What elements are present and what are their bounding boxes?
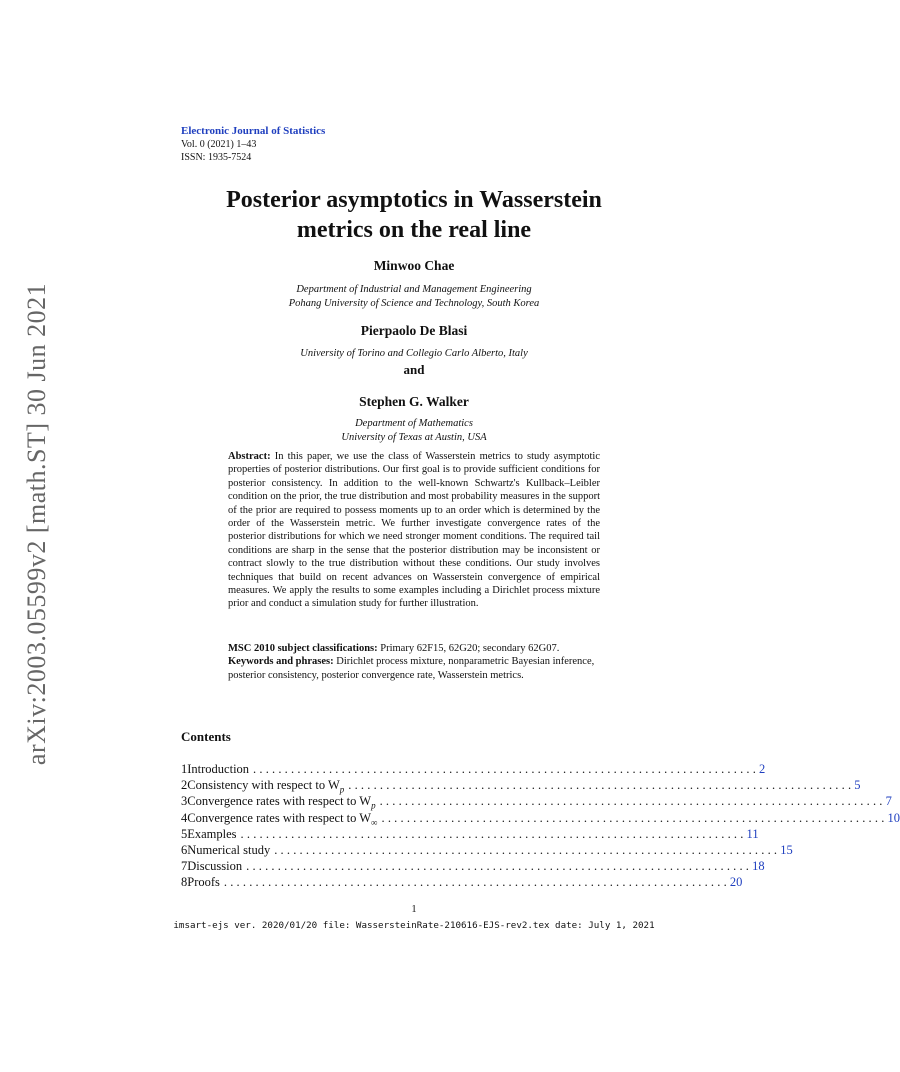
author-name: Stephen G. Walker <box>359 394 469 409</box>
author-affiliation <box>181 417 647 445</box>
msc-line <box>228 642 612 655</box>
toc-entry-title[interactable]: Introduction <box>187 762 250 776</box>
toc-entry-number: 2 <box>181 778 188 793</box>
toc-entry-number: 3 <box>181 794 188 809</box>
toc-entry[interactable] <box>181 826 759 843</box>
toc-entry-title[interactable]: Examples <box>187 826 237 841</box>
msc-label: MSC 2010 subject classifications: <box>228 643 378 654</box>
journal-issn: ISSN: 1935-7524 <box>181 152 252 163</box>
toc-entry[interactable] <box>181 794 892 811</box>
table-of-contents <box>181 762 900 892</box>
toc-entry-title[interactable]: Convergence rates with respect to $W_\infty$ <box>187 810 378 828</box>
author-name: Pierpaolo De Blasi <box>360 323 468 338</box>
toc-page-link[interactable]: 10 <box>887 810 900 825</box>
toc-entry-number: 8 <box>181 875 188 890</box>
msc-text: Primary 62F15, 62G20; secondary 62G07. <box>380 643 560 654</box>
abstract-text: In this paper, we use the class of Wasserstein metrics to study asymptotic properties of posterior distributions. Our first goal is to provide sufficient conditions for posterior consistency. In addition to the well-known Schwartz's Kullback–Leibler condition on the prior, the true distribution and most probability measures in the support of the prior are required to possess moments up to an order which is determined by the order of the Wasserstein metric. We further investigate convergence rates of the posterior distributions for which we need stronger moment conditions. The required tail conditions are sharp in the sense that the posterior distribution may be inconsistent or contract slowly to the true distribution without these conditions. Our study involves techniques that build on recent advances on Wasserstein convergence of empirical measures. We apply the results to some examples including a Dirichlet process mixture prior and conduct a simulation study for further illustration. <box>228 451 600 610</box>
toc-entry-title[interactable]: Discussion <box>187 859 243 874</box>
abstract-block <box>228 450 600 611</box>
toc-entry-title[interactable]: Consistency with respect to $W_p$ <box>187 778 345 795</box>
title-line-1: Posterior asymptotics in Wasserstein <box>226 187 602 213</box>
toc-leader-dots: ................................................................................ <box>240 826 747 841</box>
author-affiliation <box>181 283 647 311</box>
author-name: Minwoo Chae <box>373 258 455 273</box>
affiliation-line: University of Texas at Austin, USA <box>341 432 487 443</box>
toc-entry[interactable] <box>181 810 900 828</box>
toc-entry-title[interactable]: Convergence rates with respect to $W_p$ <box>187 794 376 811</box>
toc-leader-dots: ................................................................................ <box>379 794 886 809</box>
toc-entry[interactable] <box>181 842 793 859</box>
abstract-label: Abstract: <box>228 451 271 462</box>
toc-page-link[interactable]: 7 <box>885 794 892 809</box>
toc-entry[interactable] <box>181 859 765 875</box>
page-footer: imsart-ejs ver. 2020/01/20 file: WassersteinRate-210616-EJS-rev2.tex date: July 1, 2021 <box>173 920 655 931</box>
toc-leader-dots: ................................................................................ <box>246 859 753 874</box>
toc-entry[interactable] <box>181 875 743 891</box>
paper-title <box>181 185 647 245</box>
toc-entry[interactable] <box>181 778 861 795</box>
toc-entry-title[interactable]: Proofs <box>187 875 220 890</box>
toc-page-link[interactable]: 15 <box>780 842 793 857</box>
contents-heading: Contents <box>181 729 231 744</box>
arxiv-sidebar <box>22 274 52 774</box>
toc-leader-dots: ................................................................................ <box>348 778 855 793</box>
toc-entry[interactable] <box>181 762 766 778</box>
classification-block <box>228 642 612 682</box>
toc-page-link[interactable]: 11 <box>746 826 759 841</box>
keywords-line <box>228 655 612 682</box>
keywords-text: Dirichlet process mixture, nonparametric Bayesian inference, posterior consistency, posterior convergence rate, Wasserstein metrics. <box>228 656 595 681</box>
toc-entry-number: 5 <box>181 826 188 841</box>
toc-entry-title[interactable]: Numerical study <box>187 842 271 857</box>
page-number: 1 <box>411 904 417 915</box>
journal-header <box>181 125 325 164</box>
keywords-label: Keywords and phrases: <box>228 656 334 668</box>
journal-volume: Vol. 0 (2021) 1–43 <box>181 139 257 150</box>
title-line-2: metrics on the real line <box>296 217 532 243</box>
toc-page-link[interactable]: 20 <box>729 875 743 890</box>
toc-leader-dots: ................................................................................ <box>381 810 888 825</box>
journal-name-link[interactable]: Electronic Journal of Statistics <box>181 125 326 137</box>
toc-entry-number: 4 <box>181 810 188 825</box>
toc-entry-number: 1 <box>181 762 188 776</box>
arxiv-identifier: arXiv:2003.05599v2 [math.ST] 30 Jun 2021 <box>22 282 51 766</box>
affiliation-line: Pohang University of Science and Technology, South Korea <box>288 298 540 309</box>
toc-page-link[interactable]: 18 <box>752 859 765 874</box>
toc-leader-dots: ................................................................................ <box>253 762 760 776</box>
affiliation-line: Department of Mathematics <box>355 418 473 429</box>
toc-leader-dots: ................................................................................ <box>223 875 730 890</box>
toc-leader-dots: ................................................................................ <box>274 842 781 857</box>
toc-page-link[interactable]: 2 <box>759 762 766 776</box>
affiliation-line: University of Torino and Collegio Carlo Alberto, Italy <box>300 348 528 359</box>
and-separator: and <box>403 362 425 377</box>
affiliation-line: Department of Industrial and Management Engineering <box>296 284 532 295</box>
toc-entry-number: 7 <box>181 859 188 874</box>
toc-page-link[interactable]: 5 <box>854 778 861 793</box>
toc-entry-number: 6 <box>181 842 188 857</box>
author-affiliation <box>181 347 647 361</box>
